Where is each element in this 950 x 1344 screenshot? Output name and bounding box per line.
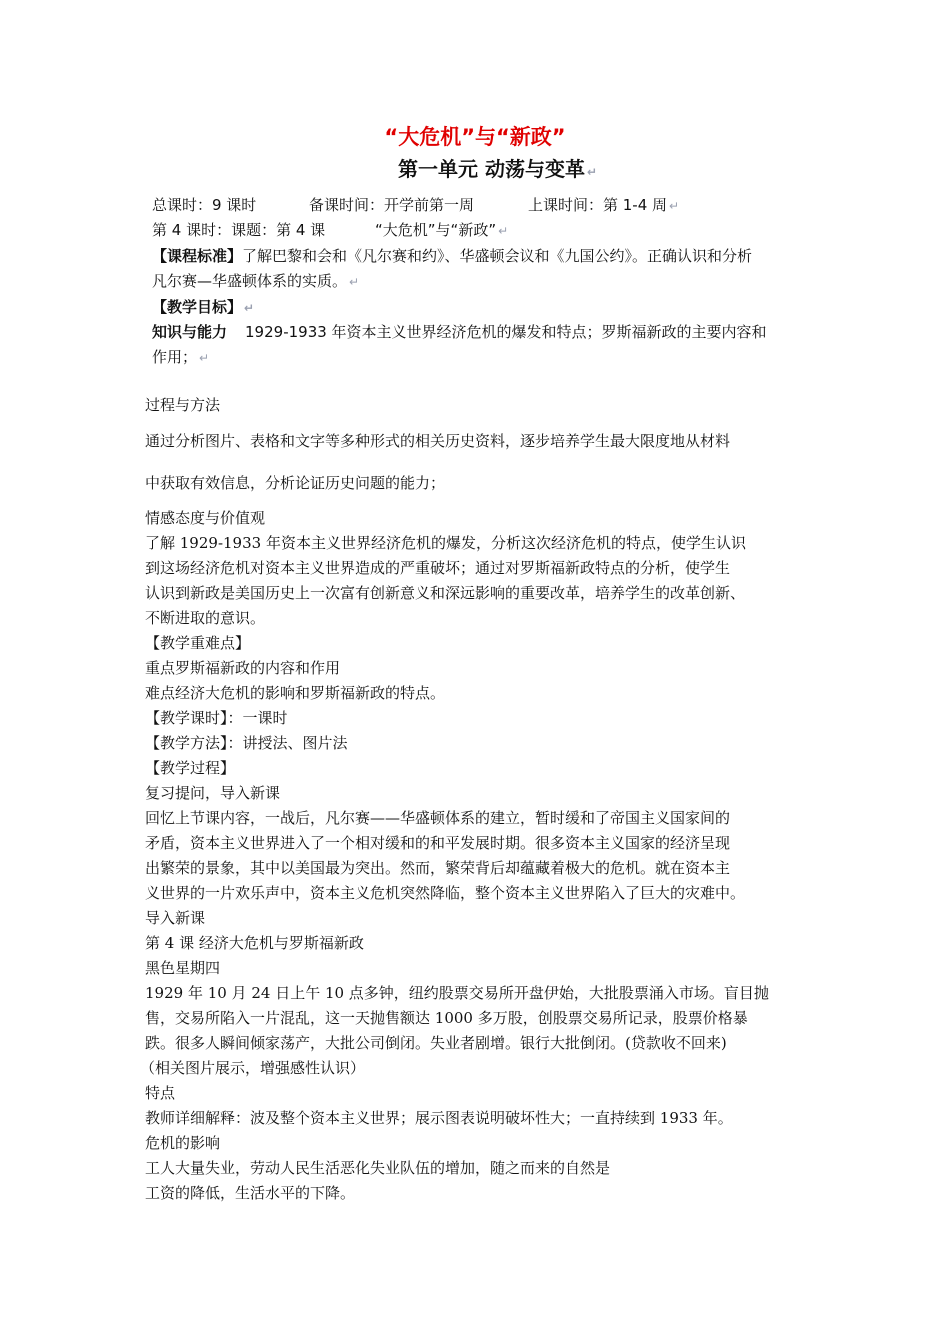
course-standard-cont: 凡尔赛—华盛顿体系的实质。 ↵ xyxy=(152,272,360,290)
body-line: 情感态度与价值观 xyxy=(145,509,266,527)
document-title: “大危机”与“新政” xyxy=(384,125,566,149)
body-line: 导入新课 xyxy=(145,909,206,927)
body-line: 到这场经济危机对资本主义世界造成的严重破坏；通过对罗斯福新政特点的分析，使学生 xyxy=(145,559,731,577)
body-line: 通过分析图片、表格和文字等多种形式的相关历史资料，逐步培养学生最大限度地从材料 xyxy=(145,432,731,450)
body-line: 【教学重难点】 xyxy=(145,634,251,652)
body-line: 出繁荣的景象，其中以美国最为突出。然而，繁荣背后却蕴藏着极大的危机。就在资本主 xyxy=(145,859,731,877)
teaching-goal-label: 【教学目标】 ↵ xyxy=(152,298,255,316)
body-line: 过程与方法 xyxy=(145,396,221,414)
class-time: 上课时间：第 1-4 周 ↵ xyxy=(528,196,680,214)
lesson-title: “大危机”与“新政” ↵ xyxy=(375,221,509,239)
body-line: 黑色星期四 xyxy=(145,959,221,977)
body-line: 1929 年 10 月 24 日上午 10 点多钟，纽约股票交易所开盘伊始，大批股票涌入市场。盲目抛 xyxy=(145,984,769,1002)
body-line: 了解 1929-1933 年资本主义世界经济危机的爆发，分析这次经济危机的特点，使学生认识 xyxy=(145,534,746,552)
body-line: 危机的影响 xyxy=(145,1134,221,1152)
body-line: 工资的降低，生活水平的下降。 xyxy=(145,1184,356,1202)
prep-time: 备课时间：开学前第一周 xyxy=(309,196,475,214)
lesson-line: 第 4 课时：课题：第 4 课 xyxy=(152,221,326,239)
body-line: 认识到新政是美国历史上一次富有创新意义和深远影响的重要改革，培养学生的改革创新、 xyxy=(145,584,746,602)
unit-subtitle: 第一单元 动荡与变革 ↵ xyxy=(398,157,598,181)
body-line: 【教学课时】：一课时 xyxy=(145,709,288,727)
body-line: 不断进取的意识。 xyxy=(145,609,266,627)
knowledge-ability: 知识与能力 1929-1933 年资本主义世界经济危机的爆发和特点；罗斯福新政的主要内容和 xyxy=(152,323,767,341)
body-line: 重点罗斯福新政的内容和作用 xyxy=(145,659,341,677)
body-line: 教师详细解释：波及整个资本主义世界；展示图表说明破坏性大；一直持续到 1933 年。 xyxy=(145,1109,733,1127)
body-line: 难点经济大危机的影响和罗斯福新政的特点。 xyxy=(145,684,446,702)
body-line: 售，交易所陷入一片混乱，这一天抛售额达 1000 多万股，创股票交易所记录，股票价格暴 xyxy=(145,1009,748,1027)
body-line: 第 4 课 经济大危机与罗斯福新政 xyxy=(145,934,364,952)
body-line: 矛盾，资本主义世界进入了一个相对缓和的和平发展时期。很多资本主义国家的经济呈现 xyxy=(145,834,731,852)
course-standard: 【课程标准】了解巴黎和会和《凡尔赛和约》、华盛顿会议和《九国公约》。正确认识和分析 xyxy=(152,247,753,265)
body-line: 中获取有效信息，分析论证历史问题的能力； xyxy=(145,474,446,492)
body-line: 特点 xyxy=(145,1084,176,1102)
body-line: （相关图片展示，增强感性认识） xyxy=(140,1059,366,1077)
body-line: 工人大量失业，劳动人民生活恶化失业队伍的增加，随之而来的自然是 xyxy=(145,1159,611,1177)
body-line: 义世界的一片欢乐声中，资本主义危机突然降临，整个资本主义世界陷入了巨大的灾难中。 xyxy=(145,884,746,902)
total-hours: 总课时：9 课时 xyxy=(152,196,257,214)
body-line: 【教学方法】：讲授法、图片法 xyxy=(145,734,348,752)
body-line: 回忆上节课内容，一战后，凡尔赛——华盛顿体系的建立，暂时缓和了帝国主义国家间的 xyxy=(145,809,731,827)
body-line: 跌。很多人瞬间倾家荡产，大批公司倒闭。失业者剧增。银行大批倒闭。(贷款收不回来) xyxy=(145,1034,727,1052)
body-line: 【教学过程】 xyxy=(145,759,236,777)
body-line: 复习提问，导入新课 xyxy=(145,784,281,802)
knowledge-ability-cont: 作用； ↵ xyxy=(152,348,210,366)
